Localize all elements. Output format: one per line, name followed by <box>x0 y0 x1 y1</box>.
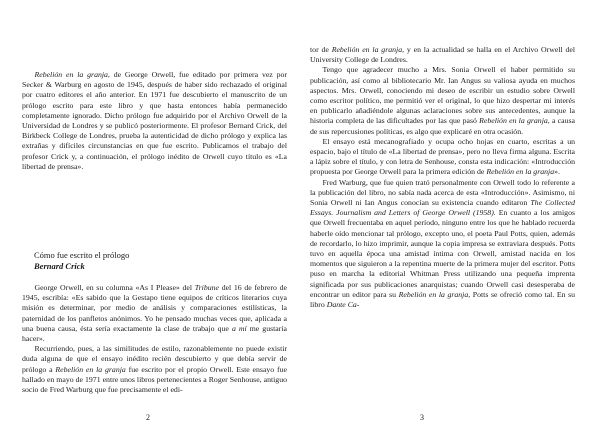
section-heading <box>34 250 284 272</box>
section-title: Cómo fue escrito el prólogo <box>34 250 130 260</box>
left-page <box>22 0 287 439</box>
italic-run: The Collected Essays. Journalism and Letters of George Orwell (1958). <box>310 198 575 218</box>
text-run: Tengo que agradecer mucho a Mrs. Sonia Orwell el haber permitido su publicación, así como al bibliotecario Mr. Ian Angus su valiosa ayuda en muchos aspectos. Mrs. Orwell, conociendo mi deseo de escribir un estudio sobre Orwell como escritor político, me permitió ver el original, lo que hizo despertar mi interés en publicarlo añadiéndole algunas aclaraciones sobre sus antecedentes, aunque la historia completa de las dificultades por las que pasó <box>310 65 575 126</box>
text-run: Fred Warburg, que fue quien trató personalmente con Orwell todo lo referente a la publicación del libro, no sabía nada acerca de esta «Introducción». Asimismo, ni Sonia Orwell ni Ian Angus conocían su existencia cuando editaron <box>310 177 575 208</box>
text-run: tor de <box>310 45 332 54</box>
body-paragraph <box>310 65 575 136</box>
italic-run: Rebelión en la granja <box>55 364 126 374</box>
body-paragraph <box>22 283 287 344</box>
italic-run: Rebelión en la granja, <box>479 116 550 126</box>
italic-run: Dante Ca- <box>326 300 360 310</box>
text-run: Recurriendo, pues, a las similitudes de estilo, razonablemente no puede existir duda alguna de que el ensayo inédito recién descubierto y que debía servir de prólogo a <box>22 344 287 374</box>
intro-paragraph <box>22 70 287 172</box>
intro-note <box>22 70 287 172</box>
italic-run: Rebelión en la granja, <box>331 45 405 54</box>
body-paragraph <box>22 344 287 395</box>
text-run: y en la actualidad se halla en el Archivo Orwell del University College de Londres. <box>310 45 576 65</box>
text-run: El ensayo está mecanografiado y ocupa ocho hojas en cuarto, escritas a un espacio, bajo el título de «La libertad de prensa», pero no lleva firma alguna. Escrita a lápiz sobre el título, y con letra de Senhouse, consta esta indicación: «Introducción propuesta por George Orwell para la primera edición de <box>310 136 575 177</box>
text-run: del 16 de febrero de 1945, escribía: «Es sabido que la Gestapo tiene equipos de críticos literarios cuya misión es determinar, por medio de análisis y comparaciones estilísticas, la paternidad de los panfletos anónimos. Yo he pensado muchas veces que, aplicada a una buena causa, ésta sería exactamente la clase de trabajo que <box>22 283 287 333</box>
book-title-reference: Rebelión en la granja, <box>34 70 110 79</box>
page-number: 3 <box>420 413 424 422</box>
text-run: George Orwell, en su columna «As I Please» del <box>34 283 195 292</box>
section-author: Bernard Crick <box>34 261 85 271</box>
italic-run: Tribune <box>194 283 219 292</box>
text-run: fue escrito por el propio Orwell. Este ensayo fue hallado en mayo de 1971 entre unos libros pertenecientes a Roger Senhouse, antiguo socio de Fred Warburg que fue precisamente el edi- <box>22 364 287 395</box>
right-page <box>310 0 575 439</box>
text-run: a causa de sus repercusiones políticas, es algo que explicaré en otra ocasión. <box>310 116 575 136</box>
text-run: me gustaría hacer». <box>22 323 287 344</box>
body-paragraph <box>310 137 575 178</box>
text-run: En cuanto a los amigos que Orwell frecuentaba en aquel período, ninguno entre los que he hablado recuerda haberle oído mencionar tal prólogo, excepto uno, el poeta Paul Potts, quien, además de recordarlo, lo hizo imprimir, aunque la copia impresa se extraviara después. Potts tuvo en aquella época una amistad íntima con Orwell, amistad nacida en los momentos que siguieron a la repentina muerte de la primera mujer del escritor. Potts puso en marcha la editorial Whitman Press utilizando una pequeña imprenta significada por sus publicaciones anarquistas; cuando Orwell casi desesperaba de encontrar un editor para su <box>310 208 575 299</box>
text-run: Potts se ofreció como tal. En su libro <box>310 289 576 310</box>
italic-run: Rebelión en la granja <box>486 167 555 177</box>
body-paragraph <box>310 45 575 65</box>
intro-text: de George Orwell, fue editado por primera vez por Secker & Warburg en agosto de 1945, después de haber sido rechazado el original por cuatro editores el año anterior. En 1971 fue descubierto el manuscrito de un prólogo escrito para este libro y que hasta entonces había permanecido completamente ignorado. Dicho prólogo fue adquirido por el Archivo Orwell de la Universidad de Londres y se publicó posteriormente. El profesor Bernard Crick, del Birkbeck College de Londres, prueba la autenticidad de dicho prólogo y explica las extrañas y difíciles circunstancias en que fue escrito. Publicamos el trabajo del profesor Crick y, a continuación, el prólogo inédito de Orwell cuyo título es «La libertad de prensa». <box>22 70 288 171</box>
italic-run: a mí <box>231 323 247 333</box>
text-run: ». <box>554 167 560 177</box>
right-body-text <box>310 45 575 310</box>
left-body-text <box>22 283 287 395</box>
body-paragraph <box>310 178 575 311</box>
italic-run: Rebelión en la granja, <box>398 289 471 299</box>
page-number: 2 <box>146 413 150 422</box>
